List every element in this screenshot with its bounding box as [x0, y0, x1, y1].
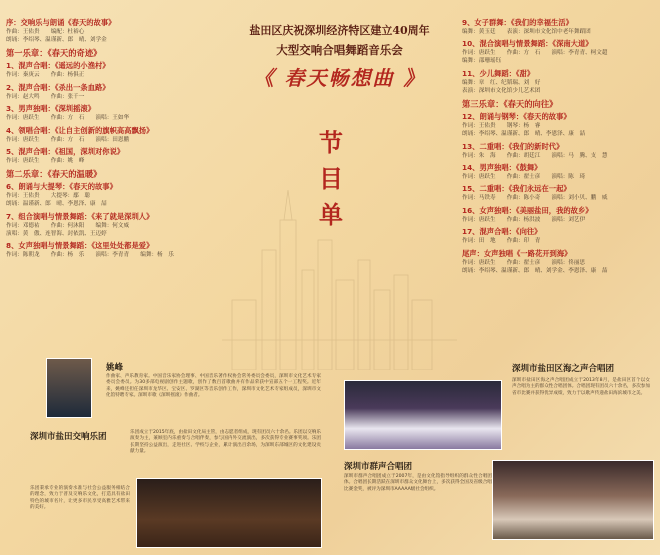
programme-item — [462, 227, 657, 245]
city-choir-name: 深圳市群声合唱团 — [344, 462, 413, 472]
finale — [462, 249, 657, 275]
credit-line: 作词：邓德祐 作曲：何沐阳 编舞：何文威 — [6, 222, 130, 229]
programme-label-char: 节 — [319, 128, 343, 157]
harbour-choir-photo — [344, 380, 502, 450]
programme-label-char: 目 — [319, 164, 343, 193]
programme-right-column — [462, 18, 657, 278]
credit-line: 作词：陈朝龙 作曲：杨 乐 演唱：李青青 编舞：杨 乐 — [6, 252, 174, 259]
orchestra-photo — [136, 478, 322, 548]
item-title: 15、二重唱：《我们永远在一起》 — [462, 184, 571, 194]
city-choir-bio: 深圳市群声合唱团成立于2007年，是由文化馆指导组织的群众性合唱团体。合唱团长期活跃在深圳市群众文化舞台上，多次获得全国及省级合唱比赛金奖，被评为深圳市AAAAA级社会组织。 — [344, 474, 492, 492]
credit-line: 朗诵：李绍琴、温谨新、郎 晴、刘学金 — [6, 37, 107, 43]
programme-item — [6, 126, 221, 144]
credit-line: 作词：唐跃生 作曲：方 石 演唱：田恩鹏 — [6, 136, 130, 143]
item-title: 17、混声合唱：《向往》 — [462, 227, 542, 237]
conductor-name: 姚峰 — [106, 363, 124, 373]
programme-item — [462, 18, 657, 36]
concert-subtitle-type: 大型交响合唱舞蹈音乐会 — [276, 43, 403, 57]
orchestra-bio: 乐团成立于2015年底，由盐田文化局主管，由志愿者组成，现有团员六十余名。乐团以交响乐演奏为主，兼顾室内乐重奏与合唱伴奏，参与国内外交流演出，多次获得专业赛事奖项。乐团长期坚持公益演出，走进社区、学校与企业，累计演出百余场，为深圳东部城区的文化建设贡献力量。 — [130, 430, 321, 455]
part1-heading: 第一乐章：《春天的奇迹》 — [6, 48, 102, 59]
conductor-bio: 作曲家、声乐教育家。中国音乐家协会理事、中国音乐著作权协会常务委员会委员，深圳市文化艺术专家委员会委员。为30多部电视剧创作主题歌，创作了数百首歌曲并有作品荣获中宣部五个一工程奖。近年来，姚峰还担任深圳市龙华区、宝安区、罗湖区等音乐创作工作，深圳市文化艺术专家组成员，深圳市文化馆特聘专家。深圳市歌《深圳摇滚》作曲者。 — [106, 374, 321, 399]
concert-title: 《 春天畅想曲 》 — [253, 66, 426, 90]
programme-item — [462, 184, 657, 202]
programme-item — [462, 39, 657, 65]
programme-item — [462, 112, 657, 138]
programme-item — [462, 142, 657, 160]
credit-line: 作词：唐跃生 作曲：姚 峰 — [6, 157, 85, 164]
item-title: 13、二重唱：《我们的新时代》 — [462, 141, 564, 151]
programme-item — [6, 83, 221, 101]
part3-heading: 第三乐章：《春天的向往》 — [462, 99, 558, 110]
harbour-choir-name: 深圳市盐田区海之声合唱团 — [512, 364, 615, 374]
item-title: 14、男声独唱：《鼓舞》 — [462, 162, 542, 172]
item-title: 6、朗诵与大提琴：《春天的故事》 — [6, 182, 117, 192]
programme-item — [6, 61, 221, 79]
orchestra-name: 深圳市盐田交响乐团 — [30, 432, 107, 442]
programme-item — [462, 69, 657, 95]
credit-line: 表演：深圳市文化馆少儿艺术团 — [462, 87, 541, 94]
credit-line: 作词：唐跃生 作曲：杨洪波 演唱：刘艺伊 — [462, 216, 586, 223]
item-title: 2、混声合唱：《杀出一条血路》 — [6, 82, 110, 92]
item-title: 4、领唱合唱：《让自主创新的旗帜高高飘扬》 — [6, 125, 154, 135]
item-title: 8、女声独唱与情景舞蹈：《这里处处都是爱》 — [6, 241, 154, 251]
orchestra-bio-2: 乐团秉承专业的演奏水准与社会公益服务相结合的理念，致力于普及交响乐文化，打造具有盐田特色的城市名片，让更多市民享受高雅艺术带来的美好。 — [30, 486, 130, 511]
prelude — [6, 18, 221, 44]
credit-line: 作词：秦庚云 作曲：杨俱正 — [6, 72, 85, 79]
programme-item — [6, 147, 221, 165]
credit-line: 朗诵：李绍琴、温谨新、郎 晴、李恩泽、康 喆 — [462, 131, 586, 138]
item-title: 12、朗诵与钢琴：《春天的故事》 — [462, 112, 571, 122]
credit-line: 编舞：黄玉廷 表演：深圳市文化馆中老年舞蹈团 — [462, 29, 591, 35]
finale-title: 尾声：女声独唱《一路花开到海》 — [462, 248, 572, 258]
credit-line: 作曲：王佑贵 编配：杜裕心 — [6, 29, 85, 35]
programme-item — [6, 241, 221, 259]
credit-line: 演唱：黄 傲、连智海、封依凯、王迈婷 — [6, 230, 107, 237]
item-title: 3、男声独唱：《深圳摇滚》 — [6, 104, 95, 114]
programme-item — [6, 104, 221, 122]
harbour-choir-bio: 深圳市盐田区海之声合唱团成立于2013年8月，是盐田区首个以女声合唱为主的群众性合唱团体。合唱团现有团员六十余名，多次参加省市比赛并获得优异成绩，致力于以歌声传递盐田海滨城市之美。 — [512, 378, 650, 396]
credit-line: 编舞：章 红、纪韬瑞、刘 好 — [462, 79, 541, 86]
credit-line: 作词：朱 海 作曲：胡廷江 演唱：马 腾、支 慧 — [462, 152, 608, 159]
conductor-portrait — [46, 358, 92, 418]
item-title: 10、混合演唱与情景舞蹈：《深南大道》 — [462, 39, 593, 49]
credit-line: 编舞：邵珊瑶钰 — [462, 58, 502, 65]
programme-item — [462, 163, 657, 181]
programme-left-column — [6, 18, 221, 263]
prelude-title: 序：交响乐与朗诵《春天的故事》 — [6, 18, 116, 27]
item-title: 9、女子群舞：《我们的幸福生活》 — [462, 18, 573, 27]
programme-label-char: 单 — [319, 200, 343, 229]
credit-line: 作词：赵大鸣 作曲：张千一 — [6, 93, 85, 100]
credit-line: 作词：王佑贵 钢琴：杨 睿 — [462, 123, 541, 130]
programme-label — [318, 125, 344, 233]
item-title: 7、组合演唱与情景舞蹈：《来了就是深圳人》 — [6, 211, 154, 221]
programme-item — [462, 206, 657, 224]
credit-line: 作词：唐跃生 作曲：方 石 演唱：李青青、柯文超 — [462, 50, 608, 57]
item-title: 5、混声合唱：《祖国，深圳对你说》 — [6, 146, 125, 156]
credit-line: 作词：马铁寿 作曲：陈小奇 演唱：刘小贝、鹏 威 — [462, 195, 608, 202]
programme-item — [6, 212, 221, 238]
item-title: 1、混声合唱：《遥远的小渔村》 — [6, 61, 110, 71]
credit-line: 朗诵：温谨新、郎 晴、李恩泽、康 喆 — [6, 201, 107, 208]
credit-line: 作词：田 地 作曲：印 青 — [462, 238, 541, 245]
credit-line: 作词：唐跃生 作曲：翟士彦 演唱：佟丽思 — [462, 259, 586, 266]
programme-item — [6, 182, 221, 208]
credit-line: 作词：唐跃生 作曲：方 石 演唱：王如华 — [6, 115, 130, 122]
concert-subtitle-anniversary: 盐田区庆祝深圳经济特区建立40周年 — [249, 24, 430, 37]
credit-line: 作词：王佑贵 大提琴：鄢 聪 — [6, 193, 90, 200]
credit-line: 朗诵：李绍琴、温谨新、郎 晴、刘学金、李恩泽、康 喆 — [462, 267, 608, 274]
item-title: 11、少儿舞蹈：《甜》 — [462, 68, 535, 78]
city-choir-photo — [492, 460, 654, 540]
part2-heading: 第二乐章：《春天的温暖》 — [6, 169, 102, 180]
item-title: 16、女声独唱：《美丽盐田，我的故乡》 — [462, 205, 593, 215]
credit-line: 作词：唐跃生 作曲：翟士彦 演唱：陈 琦 — [462, 173, 586, 180]
